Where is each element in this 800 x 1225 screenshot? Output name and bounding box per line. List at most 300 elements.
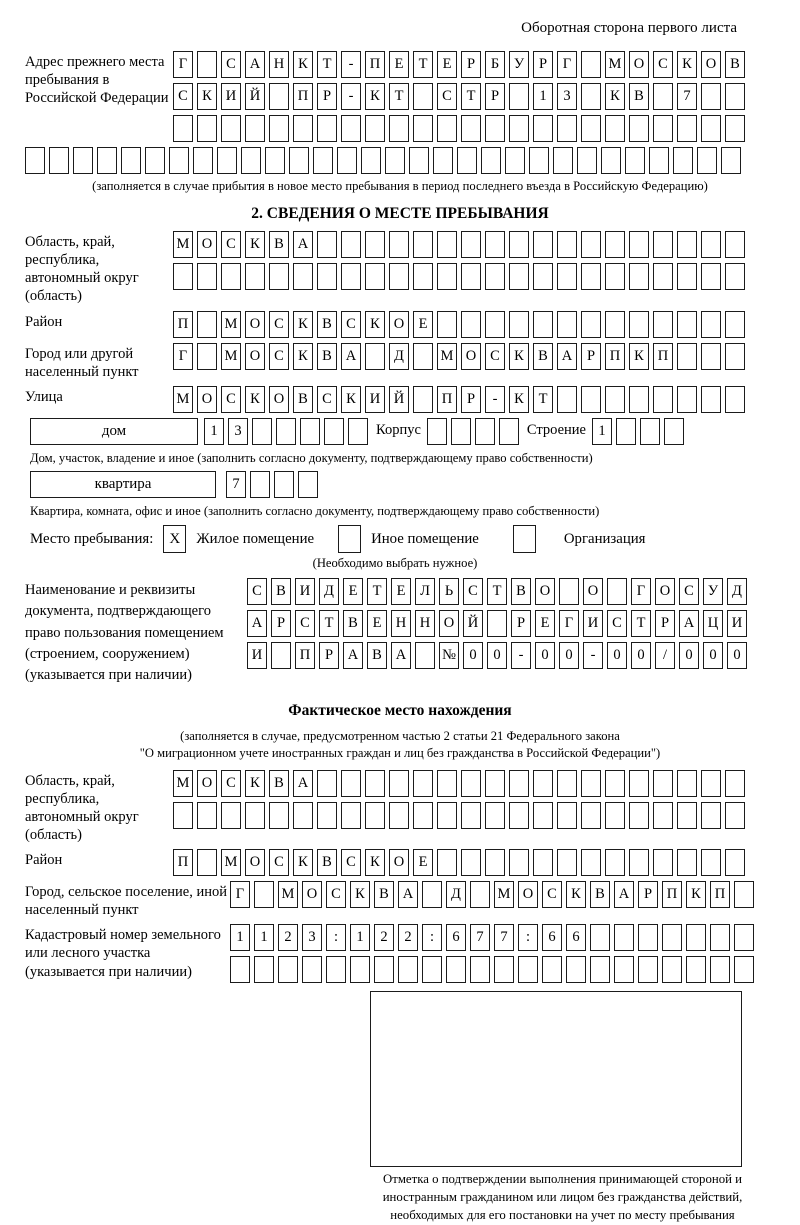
- char-cell: [557, 386, 577, 413]
- char-cell: [701, 263, 721, 290]
- char-cell: [173, 263, 193, 290]
- char-cell: [605, 115, 625, 142]
- char-cell: [293, 263, 313, 290]
- char-cell: [485, 311, 505, 338]
- char-cell: [49, 147, 69, 174]
- char-cell: [638, 924, 658, 951]
- char-cell: [529, 147, 549, 174]
- char-cell: [271, 642, 291, 669]
- document-grid: [247, 578, 747, 669]
- stay-type-note: (Необходимо выбрать нужное): [312, 556, 478, 571]
- char-cell: С: [437, 83, 457, 110]
- char-cell: [413, 386, 433, 413]
- char-cell: [389, 263, 409, 290]
- char-cell: С: [269, 311, 289, 338]
- char-cell: М: [605, 51, 625, 78]
- char-cell: [485, 263, 505, 290]
- char-cell: [710, 924, 730, 951]
- char-cell: Ь: [439, 578, 459, 605]
- char-cell: [389, 802, 409, 829]
- prev-address-note: (заполняется в случае прибытия в новое место пребывания в период последнего въезда в Российскую Федерацию): [92, 179, 708, 193]
- char-cell: [653, 802, 673, 829]
- char-cell: [725, 231, 745, 258]
- char-cell: [673, 147, 693, 174]
- street-block: [25, 386, 775, 413]
- char-cell: Т: [533, 386, 553, 413]
- actual-city-label: Город, сельское поселение, иной населенный пункт: [25, 884, 228, 919]
- char-cell: [341, 263, 361, 290]
- char-cell: Е: [437, 51, 457, 78]
- char-cell: [725, 263, 745, 290]
- char-cell: [605, 311, 625, 338]
- char-row: [25, 147, 775, 174]
- char-cell: О: [269, 386, 289, 413]
- char-row: [173, 263, 745, 290]
- char-cell: Г: [631, 578, 651, 605]
- char-cell: Р: [461, 386, 481, 413]
- char-cell: [457, 147, 477, 174]
- char-cell: [677, 263, 697, 290]
- apartment-type-cell: квартира: [30, 471, 216, 498]
- confirmation-note: Отметка о подтверждении выполнения принимающей стороной и иностранным гражданином или лицом без гражданства действий, необходимых для его постановки на учет по месту пребывания: [382, 1172, 743, 1223]
- char-cell: [317, 115, 337, 142]
- char-cell: [365, 343, 385, 370]
- char-row: [173, 386, 745, 413]
- char-cell: [533, 311, 553, 338]
- char-cell: [616, 418, 636, 445]
- char-cell: №: [439, 642, 459, 669]
- char-cell: [557, 263, 577, 290]
- char-cell: К: [341, 386, 361, 413]
- char-cell: /: [655, 642, 675, 669]
- char-row: [230, 956, 754, 983]
- actual-location-note1: (заполняется в случае, предусмотренном частью 2 статьи 21 Федерального закона: [180, 728, 620, 743]
- char-cell: [197, 343, 217, 370]
- char-cell: [245, 115, 265, 142]
- char-cell: 0: [559, 642, 579, 669]
- char-cell: Р: [461, 51, 481, 78]
- char-cell: [607, 578, 627, 605]
- char-row: [173, 83, 745, 110]
- char-cell: [605, 802, 625, 829]
- char-cell: [461, 311, 481, 338]
- section2-title: 2. СВЕДЕНИЯ О МЕСТЕ ПРЕБЫВАНИЯ: [251, 205, 549, 222]
- char-cell: [653, 849, 673, 876]
- district-block: [25, 311, 775, 338]
- char-cell: Р: [485, 83, 505, 110]
- house-block: [30, 418, 775, 445]
- char-cell: Г: [173, 343, 193, 370]
- char-cell: [461, 231, 481, 258]
- apartment-block: [30, 471, 775, 498]
- char-cell: С: [221, 770, 241, 797]
- char-cell: [317, 263, 337, 290]
- house-type-cell: дом: [30, 418, 198, 445]
- char-cell: [557, 115, 577, 142]
- char-cell: О: [518, 881, 538, 908]
- char-cell: Д: [319, 578, 339, 605]
- char-cell: [581, 51, 601, 78]
- char-cell: А: [557, 343, 577, 370]
- char-cell: -: [341, 83, 361, 110]
- char-cell: И: [221, 83, 241, 110]
- char-cell: [581, 83, 601, 110]
- char-cell: [553, 147, 573, 174]
- char-cell: 1: [204, 418, 224, 445]
- char-cell: [389, 770, 409, 797]
- char-row: [173, 770, 745, 797]
- char-cell: С: [679, 578, 699, 605]
- char-cell: [341, 802, 361, 829]
- char-cell: О: [197, 231, 217, 258]
- actual-district-label: Район: [25, 852, 63, 869]
- char-cell: П: [173, 311, 193, 338]
- char-cell: М: [173, 231, 193, 258]
- char-cell: 1: [350, 924, 370, 951]
- char-cell: И: [295, 578, 315, 605]
- char-cell: И: [583, 610, 603, 637]
- char-cell: [274, 471, 294, 498]
- char-cell: [25, 147, 45, 174]
- char-cell: [701, 343, 721, 370]
- char-cell: [217, 147, 237, 174]
- char-cell: [361, 147, 381, 174]
- char-cell: [533, 115, 553, 142]
- house-note: Дом, участок, владение и иное (заполнить согласно документу, подтверждающему право собственности): [30, 450, 593, 465]
- char-cell: К: [365, 849, 385, 876]
- stay-type-option-organization: Организация: [563, 530, 646, 547]
- char-cell: О: [389, 849, 409, 876]
- char-cell: [298, 471, 318, 498]
- char-cell: А: [341, 343, 361, 370]
- cadastral-block: [25, 924, 775, 983]
- char-cell: [725, 386, 745, 413]
- char-cell: [725, 311, 745, 338]
- char-cell: [653, 263, 673, 290]
- char-cell: А: [293, 231, 313, 258]
- char-cell: [485, 770, 505, 797]
- char-cell: [509, 311, 529, 338]
- char-cell: [581, 231, 601, 258]
- char-cell: [302, 956, 322, 983]
- char-cell: О: [583, 578, 603, 605]
- char-cell: [653, 83, 673, 110]
- char-cell: [121, 147, 141, 174]
- char-cell: К: [197, 83, 217, 110]
- char-cell: [581, 386, 601, 413]
- char-cell: К: [293, 343, 313, 370]
- char-cell: 2: [398, 924, 418, 951]
- char-cell: [677, 802, 697, 829]
- char-cell: 1: [592, 418, 612, 445]
- char-cell: [461, 115, 481, 142]
- char-cell: [701, 802, 721, 829]
- char-cell: Т: [631, 610, 651, 637]
- char-row: [173, 231, 745, 258]
- char-cell: [499, 418, 519, 445]
- char-cell: Ц: [703, 610, 723, 637]
- char-cell: П: [605, 343, 625, 370]
- char-cell: [374, 956, 394, 983]
- char-cell: [437, 770, 457, 797]
- stay-type-checkbox-organization: [513, 525, 536, 553]
- char-cell: П: [365, 51, 385, 78]
- char-cell: [415, 642, 435, 669]
- char-cell: С: [317, 386, 337, 413]
- char-cell: [245, 263, 265, 290]
- char-cell: [629, 770, 649, 797]
- char-cell: [559, 578, 579, 605]
- char-cell: [461, 802, 481, 829]
- actual-city-block: [25, 881, 775, 919]
- char-cell: [509, 849, 529, 876]
- char-cell: [413, 263, 433, 290]
- city-block: [25, 343, 775, 381]
- char-cell: А: [245, 51, 265, 78]
- char-cell: [710, 956, 730, 983]
- char-cell: [629, 263, 649, 290]
- char-cell: [365, 802, 385, 829]
- char-cell: [341, 115, 361, 142]
- char-cell: 7: [677, 83, 697, 110]
- char-cell: К: [245, 386, 265, 413]
- char-cell: О: [461, 343, 481, 370]
- char-cell: [649, 147, 669, 174]
- char-cell: С: [269, 849, 289, 876]
- char-cell: [557, 311, 577, 338]
- char-cell: [494, 956, 514, 983]
- char-cell: К: [293, 311, 313, 338]
- char-cell: [485, 849, 505, 876]
- char-cell: [590, 956, 610, 983]
- char-cell: Д: [446, 881, 466, 908]
- char-cell: -: [341, 51, 361, 78]
- char-cell: :: [422, 924, 442, 951]
- char-cell: [269, 83, 289, 110]
- char-cell: Т: [413, 51, 433, 78]
- char-cell: В: [590, 881, 610, 908]
- char-cell: [470, 881, 490, 908]
- char-row: [427, 418, 519, 445]
- char-cell: [413, 231, 433, 258]
- char-cell: 3: [302, 924, 322, 951]
- char-cell: А: [293, 770, 313, 797]
- char-cell: [581, 849, 601, 876]
- char-cell: [437, 115, 457, 142]
- char-cell: 3: [557, 83, 577, 110]
- char-cell: [269, 263, 289, 290]
- char-cell: С: [221, 386, 241, 413]
- char-cell: М: [437, 343, 457, 370]
- char-cell: М: [173, 770, 193, 797]
- char-cell: 7: [470, 924, 490, 951]
- char-cell: [413, 802, 433, 829]
- char-cell: [398, 956, 418, 983]
- char-cell: [577, 147, 597, 174]
- char-cell: П: [653, 343, 673, 370]
- char-cell: П: [293, 83, 313, 110]
- char-row: [173, 343, 745, 370]
- char-cell: В: [317, 849, 337, 876]
- char-cell: С: [341, 311, 361, 338]
- char-cell: [317, 802, 337, 829]
- char-cell: А: [391, 642, 411, 669]
- char-row: [230, 881, 754, 908]
- char-cell: А: [614, 881, 634, 908]
- char-cell: [533, 802, 553, 829]
- char-cell: 7: [494, 924, 514, 951]
- char-cell: Р: [581, 343, 601, 370]
- char-cell: 1: [533, 83, 553, 110]
- region-grid: [173, 231, 745, 290]
- char-cell: 0: [631, 642, 651, 669]
- char-cell: [605, 849, 625, 876]
- char-cell: [614, 924, 634, 951]
- char-cell: [605, 770, 625, 797]
- char-cell: [269, 802, 289, 829]
- char-cell: [365, 115, 385, 142]
- char-cell: Р: [638, 881, 658, 908]
- char-cell: [677, 849, 697, 876]
- char-cell: Т: [367, 578, 387, 605]
- char-cell: О: [389, 311, 409, 338]
- char-cell: Т: [317, 51, 337, 78]
- char-cell: [73, 147, 93, 174]
- char-cell: К: [350, 881, 370, 908]
- char-cell: В: [725, 51, 745, 78]
- char-cell: 6: [446, 924, 466, 951]
- char-cell: [662, 956, 682, 983]
- char-cell: [470, 956, 490, 983]
- char-cell: [461, 849, 481, 876]
- char-cell: П: [437, 386, 457, 413]
- char-cell: Р: [317, 83, 337, 110]
- char-cell: [245, 802, 265, 829]
- char-cell: О: [535, 578, 555, 605]
- char-row: [173, 51, 745, 78]
- char-cell: [701, 115, 721, 142]
- char-cell: М: [173, 386, 193, 413]
- char-cell: И: [365, 386, 385, 413]
- char-cell: [557, 770, 577, 797]
- char-cell: [326, 956, 346, 983]
- char-cell: [725, 343, 745, 370]
- char-cell: К: [509, 386, 529, 413]
- char-cell: Р: [511, 610, 531, 637]
- char-cell: 3: [228, 418, 248, 445]
- char-cell: [254, 881, 274, 908]
- char-cell: [145, 147, 165, 174]
- char-cell: [581, 263, 601, 290]
- char-cell: О: [197, 386, 217, 413]
- char-cell: [313, 147, 333, 174]
- char-cell: [269, 115, 289, 142]
- char-cell: У: [703, 578, 723, 605]
- char-cell: [557, 849, 577, 876]
- char-cell: [701, 83, 721, 110]
- char-cell: К: [629, 343, 649, 370]
- char-cell: [629, 115, 649, 142]
- char-cell: [413, 770, 433, 797]
- char-cell: [451, 418, 471, 445]
- char-cell: О: [245, 343, 265, 370]
- char-cell: [422, 956, 442, 983]
- char-cell: [533, 263, 553, 290]
- char-cell: [365, 770, 385, 797]
- char-cell: [300, 418, 320, 445]
- char-cell: О: [302, 881, 322, 908]
- actual-region-block: [25, 770, 775, 845]
- char-cell: [437, 849, 457, 876]
- char-cell: [254, 956, 274, 983]
- char-cell: В: [271, 578, 291, 605]
- char-cell: К: [293, 51, 313, 78]
- document-label: Наименование и реквизиты документа, подтверждающего право пользования помещением (строением, сооружением) (указывается при наличии): [25, 582, 224, 683]
- char-cell: [433, 147, 453, 174]
- char-cell: [697, 147, 717, 174]
- char-cell: С: [326, 881, 346, 908]
- char-cell: [437, 311, 457, 338]
- char-cell: К: [293, 849, 313, 876]
- char-cell: К: [509, 343, 529, 370]
- char-cell: А: [398, 881, 418, 908]
- char-cell: [701, 231, 721, 258]
- char-cell: [557, 802, 577, 829]
- checkbox-mark: X: [169, 530, 181, 547]
- char-cell: [197, 263, 217, 290]
- char-cell: [276, 418, 296, 445]
- char-cell: Т: [319, 610, 339, 637]
- char-cell: Н: [269, 51, 289, 78]
- char-cell: [461, 770, 481, 797]
- char-cell: [350, 956, 370, 983]
- char-cell: [197, 311, 217, 338]
- char-cell: [734, 956, 754, 983]
- char-cell: [385, 147, 405, 174]
- char-cell: В: [533, 343, 553, 370]
- actual-region-grid: [173, 770, 745, 829]
- city-label: Город или другой населенный пункт: [25, 345, 139, 380]
- char-cell: [629, 231, 649, 258]
- char-cell: К: [365, 83, 385, 110]
- char-cell: [341, 770, 361, 797]
- char-cell: [629, 311, 649, 338]
- stroenie-label: Строение: [526, 421, 586, 438]
- char-cell: [653, 231, 673, 258]
- char-cell: [250, 471, 270, 498]
- char-cell: П: [662, 881, 682, 908]
- char-cell: [590, 924, 610, 951]
- actual-region-label: Область, край, республика, автономный округ (область): [25, 772, 139, 843]
- char-cell: [193, 147, 213, 174]
- char-cell: Д: [727, 578, 747, 605]
- prev-address-grid: [173, 51, 745, 142]
- stay-type-block: [30, 525, 775, 553]
- char-cell: П: [710, 881, 730, 908]
- char-cell: [317, 231, 337, 258]
- stay-type-option-residential: Жилое помещение: [196, 530, 315, 547]
- char-cell: Д: [389, 343, 409, 370]
- char-cell: В: [629, 83, 649, 110]
- char-row: [247, 642, 747, 669]
- char-cell: Г: [559, 610, 579, 637]
- char-cell: [701, 311, 721, 338]
- char-cell: В: [374, 881, 394, 908]
- char-cell: [509, 231, 529, 258]
- char-cell: Р: [655, 610, 675, 637]
- char-cell: [197, 802, 217, 829]
- char-cell: 6: [566, 924, 586, 951]
